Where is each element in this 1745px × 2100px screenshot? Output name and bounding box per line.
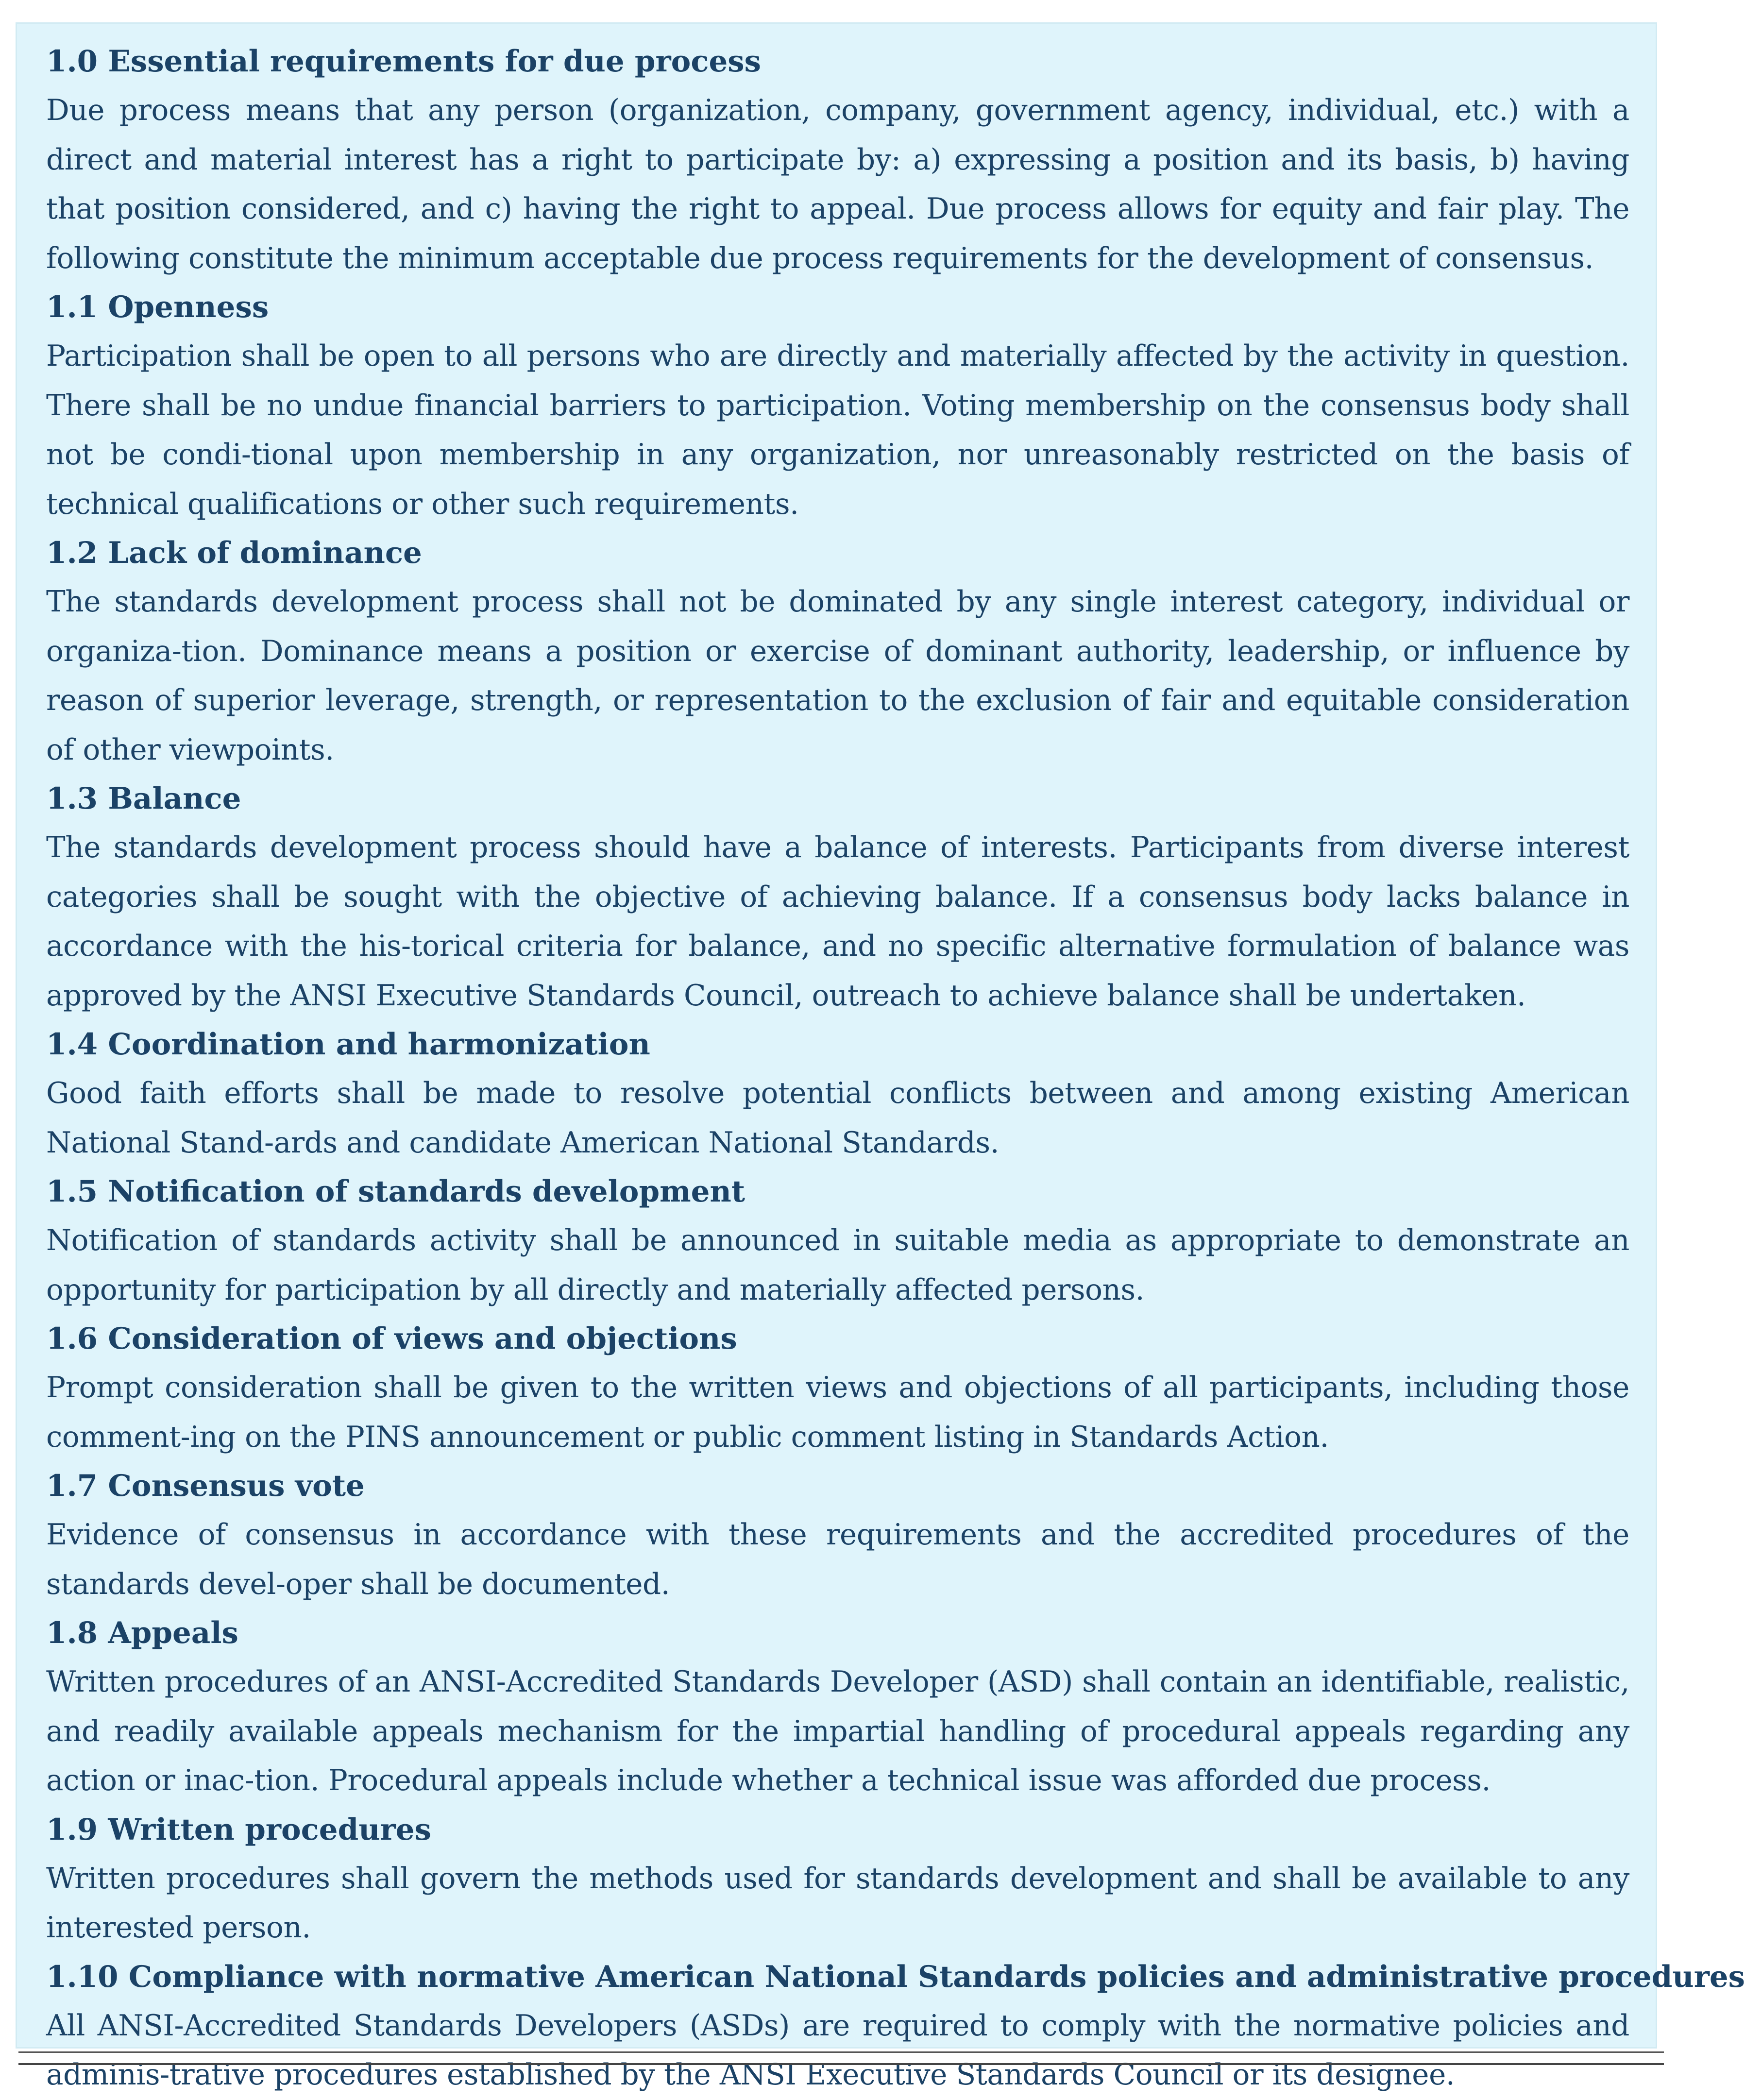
section-heading: 1.1 Openness <box>46 290 269 324</box>
section-1-1 <box>46 283 1629 529</box>
requirements-panel <box>16 22 1745 2092</box>
section-1-6 <box>46 1315 1629 1462</box>
section-1-0 <box>46 37 1629 283</box>
section-body: Written procedures of an ANSI-Accredited Standards Developer (ASD) shall contain an identifiable, realistic, and readily available appeals mechanism for the impartial handling of procedural appeals regarding any action or inac-tion. Procedural appeals include whether a technical issue was afforded due process. <box>46 1665 1629 1797</box>
section-1-5 <box>46 1168 1629 1315</box>
section-heading: 1.7 Consensus vote <box>46 1469 365 1503</box>
section-heading: 1.2 Lack of dominance <box>46 536 422 570</box>
section-heading: 1.0 Essential requirements for due process <box>46 44 761 79</box>
section-body: Written procedures shall govern the methods used for standards development and shall be available to any interested person. <box>46 1862 1629 1945</box>
section-body: All ANSI-Accredited Standards Developers (ASDs) are required to comply with the normative policies and adminis-trative procedures established by the ANSI Executive Standards Council or its designee. <box>46 2009 1629 2092</box>
section-body: Due process means that any person (organization, company, government agency, individual, etc.) with a direct and material interest has a right to participate by: a) expressing a position and its basis, b) having that position considered, and c) having the right to appeal. Due process allows for equity and fair play. The following constitute the minimum acceptable due process requirements for the development of consensus. <box>46 94 1629 275</box>
section-body: Evidence of consensus in accordance with these requirements and the accredited procedures of the standards devel-oper shall be documented. <box>46 1518 1629 1601</box>
bottom-rule <box>18 2063 1664 2065</box>
section-body: The standards development process should have a balance of interests. Participants from diverse interest categories shall be sought with the objective of achieving balance. If a consensus body lacks balance in accordance with the his-torical criteria for balance, and no specific alternative formulation of balance was approved by the ANSI Executive Standards Council, outreach to achieve balance shall be undertaken. <box>46 831 1629 1013</box>
section-heading: 1.4 Coordination and harmonization <box>46 1027 650 1062</box>
section-1-2 <box>46 529 1629 775</box>
section-1-10 <box>46 1953 1745 2100</box>
section-body: Notification of standards activity shall be announced in suitable media as appropriate to demonstrate an opportunity for participation by all directly and materially affected persons. <box>46 1224 1629 1307</box>
section-1-9 <box>46 1806 1629 1953</box>
section-heading: 1.5 Notification of standards development <box>46 1174 745 1209</box>
section-body: The standards development process shall not be dominated by any single interest category, individual or organiza-tion. Dominance means a position or exercise of dominant authority, leadership, or influence by reason of superior leverage, strength, or representation to the exclusion of fair and equitable consideration of other viewpoints. <box>46 585 1629 767</box>
section-body: Prompt consideration shall be given to the written views and objections of all participants, including those comment-ing on the PINS announcement or public comment listing in Standards Action. <box>46 1371 1629 1454</box>
section-1-3 <box>46 775 1629 1020</box>
section-heading: 1.10 Compliance with normative American National Standards policies and administrative procedures <box>46 1959 1745 1994</box>
section-body: Participation shall be open to all persons who are directly and materially affected by the activity in question. There shall be no undue financial barriers to participation. Voting membership on the consensus body shall not be condi-tional upon membership in any organization, nor unreasonably restricted on the basis of technical qualifications or other such requirements. <box>46 339 1629 521</box>
section-1-4 <box>46 1020 1629 1168</box>
section-heading: 1.3 Balance <box>46 781 241 816</box>
bottom-rule-thin <box>18 2051 1664 2053</box>
section-heading: 1.9 Written procedures <box>46 1812 431 1847</box>
section-1-7 <box>46 1462 1629 1609</box>
section-heading: 1.6 Consideration of views and objections <box>46 1321 737 1356</box>
section-body: Good faith efforts shall be made to resolve potential conflicts between and among existing American National Stand-ards and candidate American National Standards. <box>46 1077 1629 1160</box>
section-heading: 1.8 Appeals <box>46 1616 238 1650</box>
section-1-8 <box>46 1609 1629 1806</box>
